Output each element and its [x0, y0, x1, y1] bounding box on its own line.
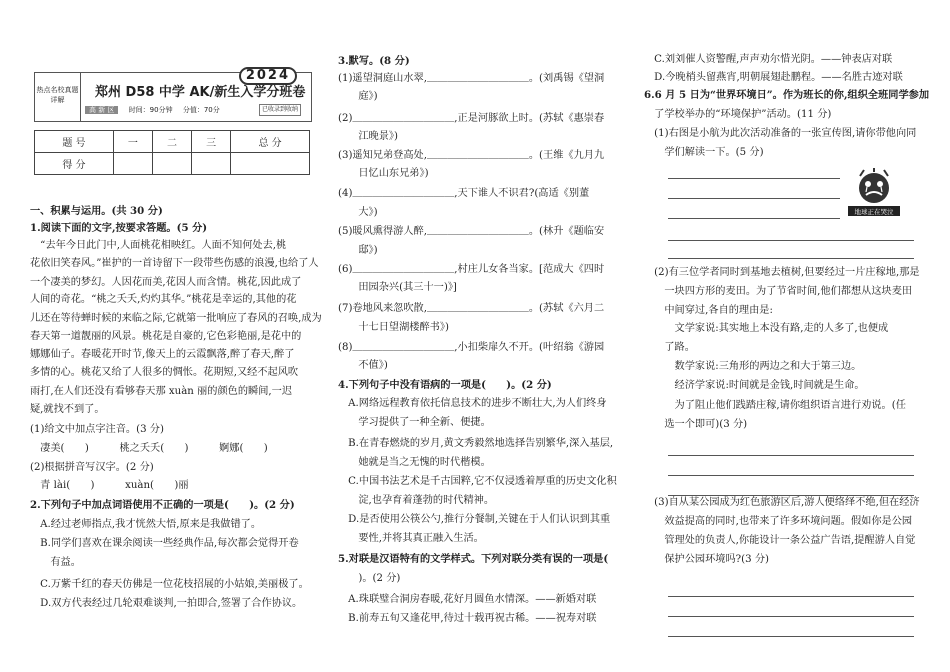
text-line: (2)根据拼音写汉字。(2 分)	[30, 462, 154, 473]
text-line: B.前寿五旬又逢花甲,待过十载再祝古稀。——祝寿对联	[338, 613, 597, 624]
earth-crying-poster-image	[846, 168, 902, 220]
column-3	[644, 0, 930, 672]
text-line: )。(2 分)	[338, 573, 401, 584]
text-line: 大》)	[338, 207, 378, 218]
text-line: 3.默写。(8 分)	[338, 55, 410, 67]
text-line: B.在青春燃烧的岁月,黄文秀毅然地选择告别繁华,深入基层,	[338, 438, 614, 449]
text-line: 邸》)	[338, 245, 378, 256]
text-line: (4)＿＿＿＿＿＿＿＿＿＿,天下谁人不识君?(高适《别董	[338, 188, 590, 199]
score-header-cell: 题 号	[35, 131, 114, 153]
text-line: 日忆山东兄弟》)	[338, 168, 429, 179]
text-line: 一个凄美的梦幻。人因花而美,花因人而含情。桃花,因此成了	[30, 277, 302, 288]
text-line: 多情的心。桃花又给了人很多的惆怅。花期短,又经不起风吹	[30, 367, 299, 378]
answer-line[interactable]	[668, 198, 840, 199]
score-header-cell: 二	[152, 131, 191, 153]
text-line: 了路。	[644, 342, 695, 353]
text-line: 1.阅读下面的文字,按要求答题。(5 分)	[30, 222, 208, 234]
answer-line[interactable]	[668, 218, 840, 219]
text-line: 青 lài( ) xuàn( )丽	[30, 480, 189, 491]
text-line: 她就是当之无愧的时代楷模。	[338, 457, 491, 468]
column-1	[30, 0, 322, 672]
text-line: 娜娜仙子。春暖花开时节,像天上的云霞飘落,醉了春天,醉了	[30, 349, 295, 360]
text-line: 淀,也孕育着蓬勃的时代精神。	[338, 495, 495, 506]
text-line: C.刘刘催人资警醒,声声劝尔惜光阴。——钟表店对联	[644, 54, 893, 65]
score-header-cell: 总 分	[231, 131, 310, 153]
text-line: (1)遥望洞庭山水翠,＿＿＿＿＿＿＿＿＿＿。(刘禹锡《望洞	[338, 73, 605, 84]
answer-line[interactable]	[668, 240, 914, 241]
text-line: D.是否使用公筷公勺,推行分餐制,关键在于人们认识到其重	[338, 514, 611, 525]
text-line: 效益提高的同时,也带来了许多环境问题。假如你是公园	[644, 516, 913, 527]
text-line: 花依旧笑春风。”崔护的一首诗留下一段带些伤感的浪漫,也给了人	[30, 258, 319, 269]
text-line: (8)＿＿＿＿＿＿＿＿＿＿,小扣柴扉久不开。(叶绍翁《游园	[338, 342, 605, 353]
text-line: D.双方代表经过几轮艰难谈判,一拍即合,签署了合作协议。	[30, 598, 303, 609]
text-line: 要性,并将其真正融入生活。	[338, 533, 484, 544]
text-line: 不值》)	[338, 360, 388, 371]
text-line: 一块四方形的麦田。为了节省时间,他们都想从这块麦田	[644, 286, 913, 297]
text-line: 学习提供了一种全新、便捷。	[338, 417, 491, 428]
answer-line[interactable]	[668, 596, 914, 597]
column-2	[338, 0, 620, 672]
answer-line[interactable]	[668, 636, 914, 637]
answer-line[interactable]	[668, 475, 914, 476]
exam-title: 郑州 D58 中学 AK/新生入学分班卷	[95, 85, 306, 100]
text-line: 一、积累与运用。(共 30 分)	[30, 205, 163, 217]
text-line: 保护公园环境吗?(3 分)	[644, 554, 770, 565]
text-line: 雨打,在人们还没有看够春天那 xuàn 丽的颜色的瞬间,一迟	[30, 386, 293, 397]
score-label: 分值：70分	[182, 106, 220, 114]
score-header-cell: 一	[113, 131, 152, 153]
text-line: 4.下列句子中没有语病的一项是( )。(2 分)	[338, 379, 552, 391]
text-line: 人间的奇花。“桃之夭夭,灼灼其华。”桃花是幸运的,其他的花	[30, 294, 297, 305]
district-label: 高 新 区	[85, 106, 118, 114]
text-line: C.万紫千红的春天仿佛是一位花枝招展的小姑娘,美丽极了。	[30, 579, 309, 590]
text-line: (2)有三位学者同时到基地去植树,但要经过一片庄稼地,那是	[644, 267, 920, 278]
text-line: 有益。	[30, 557, 81, 568]
text-line: 数学家说:三角形的两边之和大于第三边。	[644, 361, 862, 372]
year-badge: 2024	[239, 67, 297, 85]
text-line: (6)＿＿＿＿＿＿＿＿＿＿,村庄儿女各当家。[范成大《四时	[338, 264, 605, 275]
text-line: 十七日望湖楼醉书》)	[338, 322, 449, 333]
text-line: 选一个即可)(3 分)	[644, 419, 748, 430]
text-line: 春天第一道靓丽的风景。桃花是自豪的,它色彩艳丽,是花中的	[30, 331, 302, 342]
text-line: 了学校举办的“环境保护”活动。(11 分)	[644, 109, 832, 120]
text-line: 经济学家说:时间就是金钱,时间就是生命。	[644, 380, 865, 391]
answer-line[interactable]	[668, 258, 914, 259]
text-line: (5)暖风熏得游人醉,＿＿＿＿＿＿＿＿＿＿。(林升《题临安	[338, 226, 605, 237]
header-left-label: 热点名校真题详解	[35, 73, 81, 121]
text-line: (2)＿＿＿＿＿＿＿＿＿＿,正是河豚欲上时。(苏轼《惠崇春	[338, 113, 605, 124]
text-line: 2.下列句子中加点词语使用不正确的一项是( )。(2 分)	[30, 499, 295, 511]
text-line: B.同学们喜欢在课余阅读一些经典作品,每次都会觉得开卷	[30, 538, 299, 549]
answer-line[interactable]	[668, 455, 914, 456]
text-line: (1)右图是小航为此次活动准备的一张宣传图,请你带他向同	[644, 128, 917, 139]
text-line: (7)卷地风来忽吹散,＿＿＿＿＿＿＿＿＿＿。(苏轼《六月二	[338, 303, 605, 314]
answer-line[interactable]	[668, 616, 914, 617]
text-line: 文学家说:其实地上本没有路,走的人多了,也便成	[644, 323, 889, 334]
text-line: “去年今日此门中,人面桃花相映红。人面不知何处去,桃	[30, 240, 287, 251]
badge-caption: 地球正在哭泣	[854, 208, 894, 216]
text-line: 6.6 月 5 日为“世界环境日”。作为班长的你,组织全班同学参加	[644, 89, 930, 101]
text-line: C.中国书法艺术是千古国粹,它不仅浸透着厚重的历史文化积	[338, 476, 617, 487]
score-header-cell: 三	[192, 131, 231, 153]
text-line: 儿还在等待蝉时候的来临之际,它就第一批响应了春风的召唤,成为	[30, 313, 322, 324]
collected-tag: 已收录到收纳	[259, 104, 301, 116]
text-line: 为了阻止他们践踏庄稼,请你组织语言进行劝说。(任	[644, 400, 906, 411]
text-line: A.珠联璧合洞房春暖,花好月圆鱼水情深。——新婚对联	[338, 594, 597, 605]
text-line: (3)自从某公园成为红色旅游区后,游人便络绎不绝,但在经济	[644, 497, 920, 508]
time-label: 时间：90分钟	[128, 106, 173, 114]
text-line: D.今晚梢头留燕宵,明朝展翅赴鹏程。——名胜古迹对联	[644, 72, 903, 83]
text-line: A.经过老师指点,我才恍然大悟,原来是我做错了。	[30, 519, 262, 530]
text-line: 中间穿过,各自的理由是:	[644, 305, 773, 316]
text-line: 管理处的负责人,你能设计一条公益广告语,提醒游人自觉	[644, 535, 916, 546]
text-line: 庭》)	[338, 91, 378, 102]
text-line: 学们解读一下。(5 分)	[644, 147, 764, 158]
score-row-label: 得 分	[35, 153, 114, 175]
text-line: (1)给文中加点字注音。(3 分)	[30, 424, 164, 435]
text-line: 5.对联是汉语特有的文学样式。下列对联分类有误的一项是(	[338, 553, 609, 565]
answer-line[interactable]	[668, 178, 840, 179]
text-line: (3)遥知兄弟登高处,＿＿＿＿＿＿＿＿＿＿。(王维《九月九	[338, 150, 605, 161]
text-line: 凄美( ) 桃之夭夭( ) 婀娜( )	[30, 443, 268, 454]
answer-line[interactable]	[668, 495, 914, 496]
text-line: 田园杂兴(其三十一)》]	[338, 282, 457, 293]
text-line: 江晚景》)	[338, 131, 398, 142]
text-line: A.网络远程教育依托信息技术的进步不断壮大,为人们终身	[338, 398, 607, 409]
text-line: 疑,就找不到了。	[30, 404, 105, 415]
